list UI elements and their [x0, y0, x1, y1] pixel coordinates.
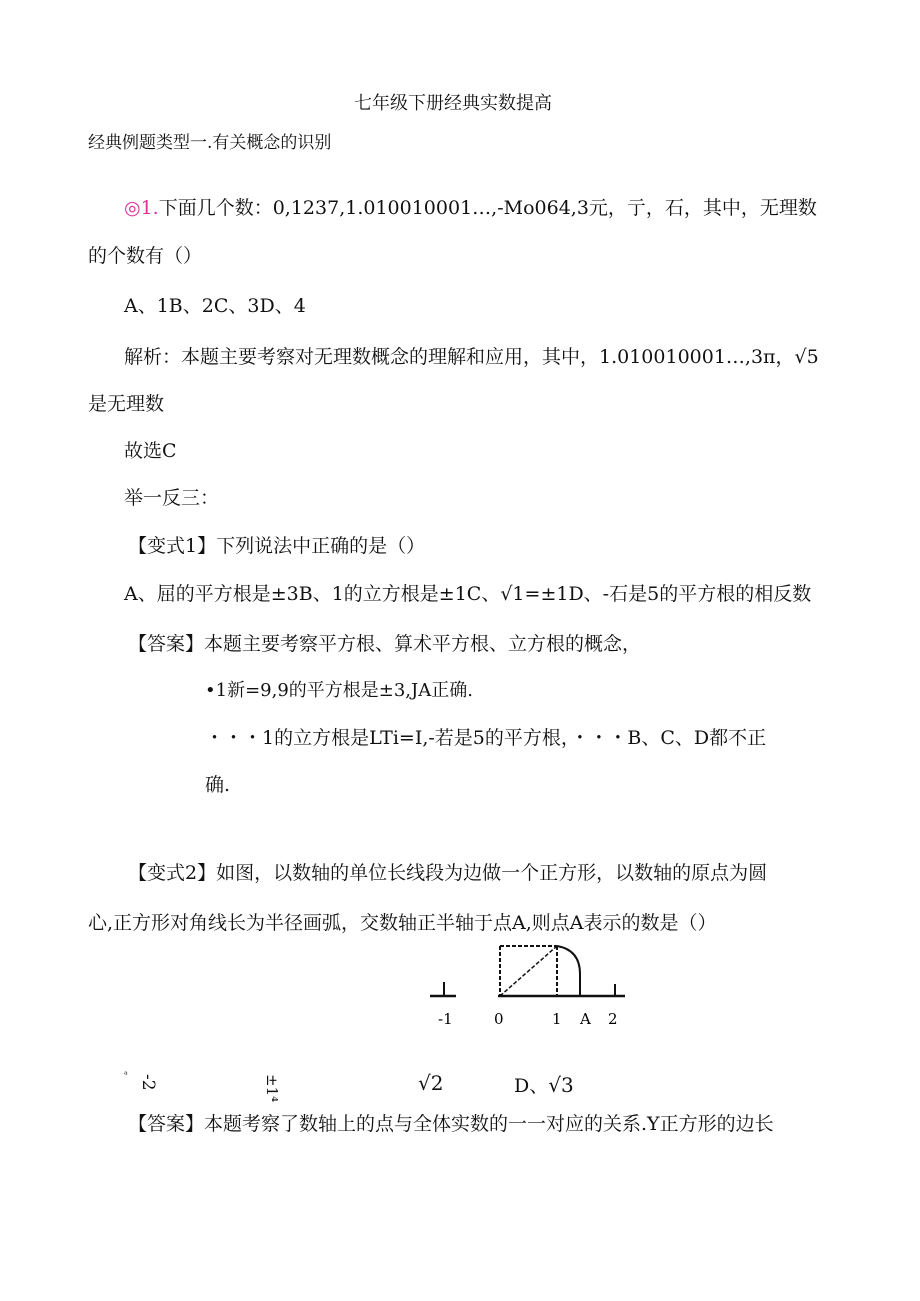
q1-marker: ◎1.: [124, 197, 159, 219]
variant2-option-d-value: √3: [548, 1073, 574, 1097]
q1-choice: 故选C: [124, 440, 177, 462]
label-1: 1: [552, 1010, 562, 1028]
variant2-question-line2: 心,正方形对角线长为半径画弧，交数轴正半轴于点A,则点A表示的数是（）: [88, 912, 717, 934]
variant2-option-d-prefix: D、: [514, 1075, 549, 1097]
variant1-answer-line4: 确.: [205, 774, 231, 796]
variant2-option-a: -2: [138, 1074, 158, 1091]
square-diagonal: [500, 946, 557, 996]
variant2-option-c: √2: [418, 1071, 444, 1095]
section-heading: 经典例题类型一.有关概念的识别: [88, 133, 332, 153]
variant1-question: 【变式1】下列说法中正确的是（）: [128, 535, 426, 557]
radius-arc: [557, 946, 580, 996]
q1-options: A、1B、2C、3D、4: [124, 295, 306, 317]
variant2-question-line1: 【变式2】如图，以数轴的单位长线段为边做一个正方形，以数轴的原点为圆: [128, 862, 768, 884]
variant1-answer-line2: •1新=9,9的平方根是±3,JA正确.: [205, 680, 473, 701]
q1-analysis-line2: 是无理数: [88, 393, 165, 415]
variant2-option-d: [514, 1073, 574, 1098]
q1-text-line2: 的个数有（）: [88, 245, 203, 267]
q1-text-line1: 下面几个数：0,1237,1.010010001…,-Mo064,3元，亍，石，其中，无理数: [158, 197, 817, 219]
extension-heading: 举一反三：: [124, 487, 220, 509]
variant2-option-b: ±1⁴: [263, 1074, 281, 1103]
variant2-option-a-marker: ᵃ: [124, 1070, 128, 1081]
variant2-answer-line1: 【答案】本题考察了数轴上的点与全体实数的一一对应的关系.Y正方形的边长: [128, 1113, 774, 1135]
label-2: 2: [608, 1010, 618, 1028]
label-0: 0: [494, 1010, 504, 1028]
q1-analysis-line1: 解析：本题主要考察对无理数概念的理解和应用，其中，1.010010001…,3π，√5: [124, 346, 819, 368]
label-A: A: [580, 1010, 591, 1028]
variant1-answer-line3: ・・・1的立方根是LTi=I,-若是5的平方根，・・・B、C、D都不正: [205, 727, 767, 749]
variant1-options: A、屈的平方根是±3B、1的立方根是±1C、√1=±1D、-石是5的平方根的相反数: [124, 583, 812, 605]
page-title: 七年级下册经典实数提高: [354, 93, 552, 114]
label-minus1: -1: [438, 1010, 453, 1028]
number-line-figure: [420, 938, 640, 1034]
q1-line1: [124, 196, 817, 220]
variant1-answer-line1: 【答案】本题主要考察平方根、算术平方根、立方根的概念，: [128, 633, 642, 655]
